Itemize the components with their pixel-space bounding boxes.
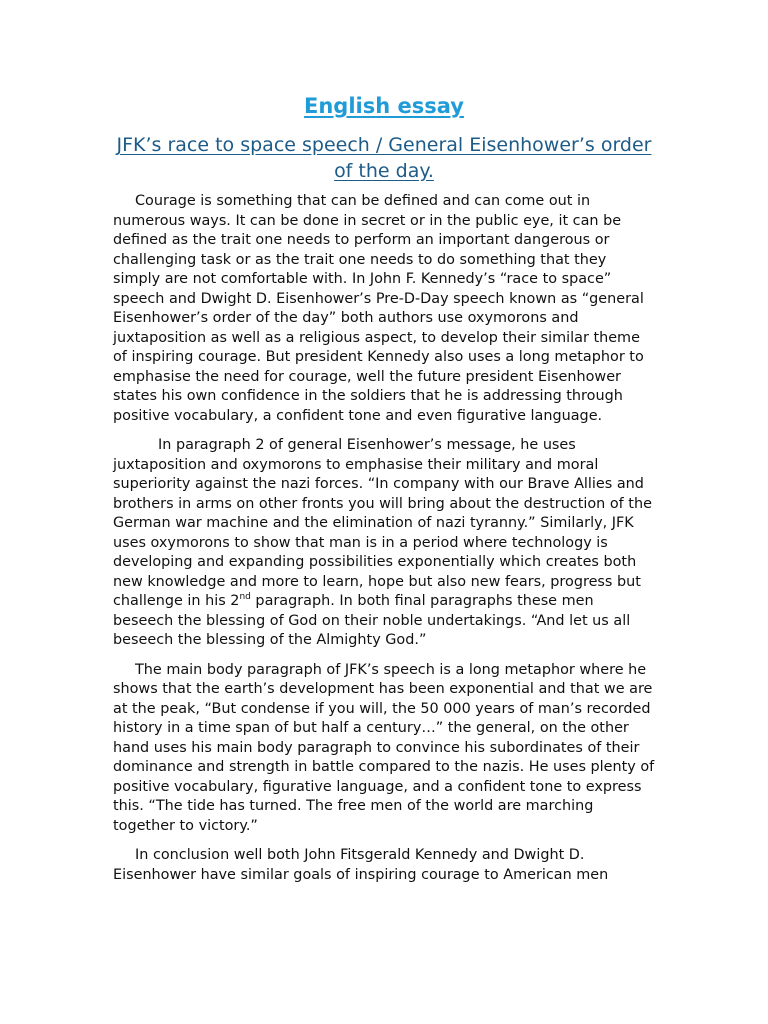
- document-content: [113, 92, 655, 895]
- paragraph-2-text-after: paragraph. In both final paragraphs these men beseech the blessing of God on their noble undertakings. “And let us all beseech the blessing of the Almighty God.”: [113, 593, 631, 648]
- ordinal-superscript: nd: [239, 592, 251, 603]
- essay-title: English essay: [304, 94, 464, 118]
- paragraph-4: In conclusion well both John Fitsgerald Kennedy and Dwight D. Eisenhower have similar goals of inspiring courage to American men: [113, 847, 609, 883]
- paragraph-2: [113, 436, 655, 651]
- paragraph-3: The main body paragraph of JFK’s speech is a long metaphor where he shows that the earth’s development has been exponential and that we are at the peak, “But condense if you will, the 50 000 years of man’s recorded history in a time span of but half a century…” the general, on the other hand uses his main body paragraph to convince his subordinates of their dominance and strength in battle compared to the nazis. He uses plenty of positive vocabulary, figurative language, and a confident tone to express this. “The tide has turned. The free men of the world are marching together to victory.”: [113, 661, 655, 834]
- essay-subtitle: JFK’s race to space speech / General Eisenhower’s order of the day.: [116, 134, 652, 182]
- paragraph-1: Courage is something that can be defined and can come out in numerous ways. It can be done in secret or in the public eye, it can be defined as the trait one needs to perform an important dangerous or challenging task or as the trait one needs to do something that they simply are not comfortable with. In John F. Kennedy’s “race to space” speech and Dwight D. Eisenhower’s Pre-D-Day speech known as “general Eisenhower’s order of the day” both authors use oxymorons and juxtaposition as well as a religious aspect, to develop their similar theme of inspiring courage. But president Kennedy also uses a long metaphor to emphasise the need for courage, well the future president Eisenhower states his own confidence in the soldiers that he is addressing through positive vocabulary, a confident tone and even figurative language.: [113, 193, 644, 424]
- paragraph-2-text-before: In paragraph 2 of general Eisenhower’s message, he uses juxtaposition and oxymorons to emphasise their military and moral superiority against the nazi forces. “In company with our Brave Allies and brothers in arms on other fronts you will bring about the destruction of the German war machine and the elimination of nazi tyranny.” Similarly, JFK uses oxymorons to show that man is in a period where technology is developing and expanding possibilities exponentially which creates both new knowledge and more to learn, hope but also new fears, progress but challenge in his 2: [113, 437, 652, 609]
